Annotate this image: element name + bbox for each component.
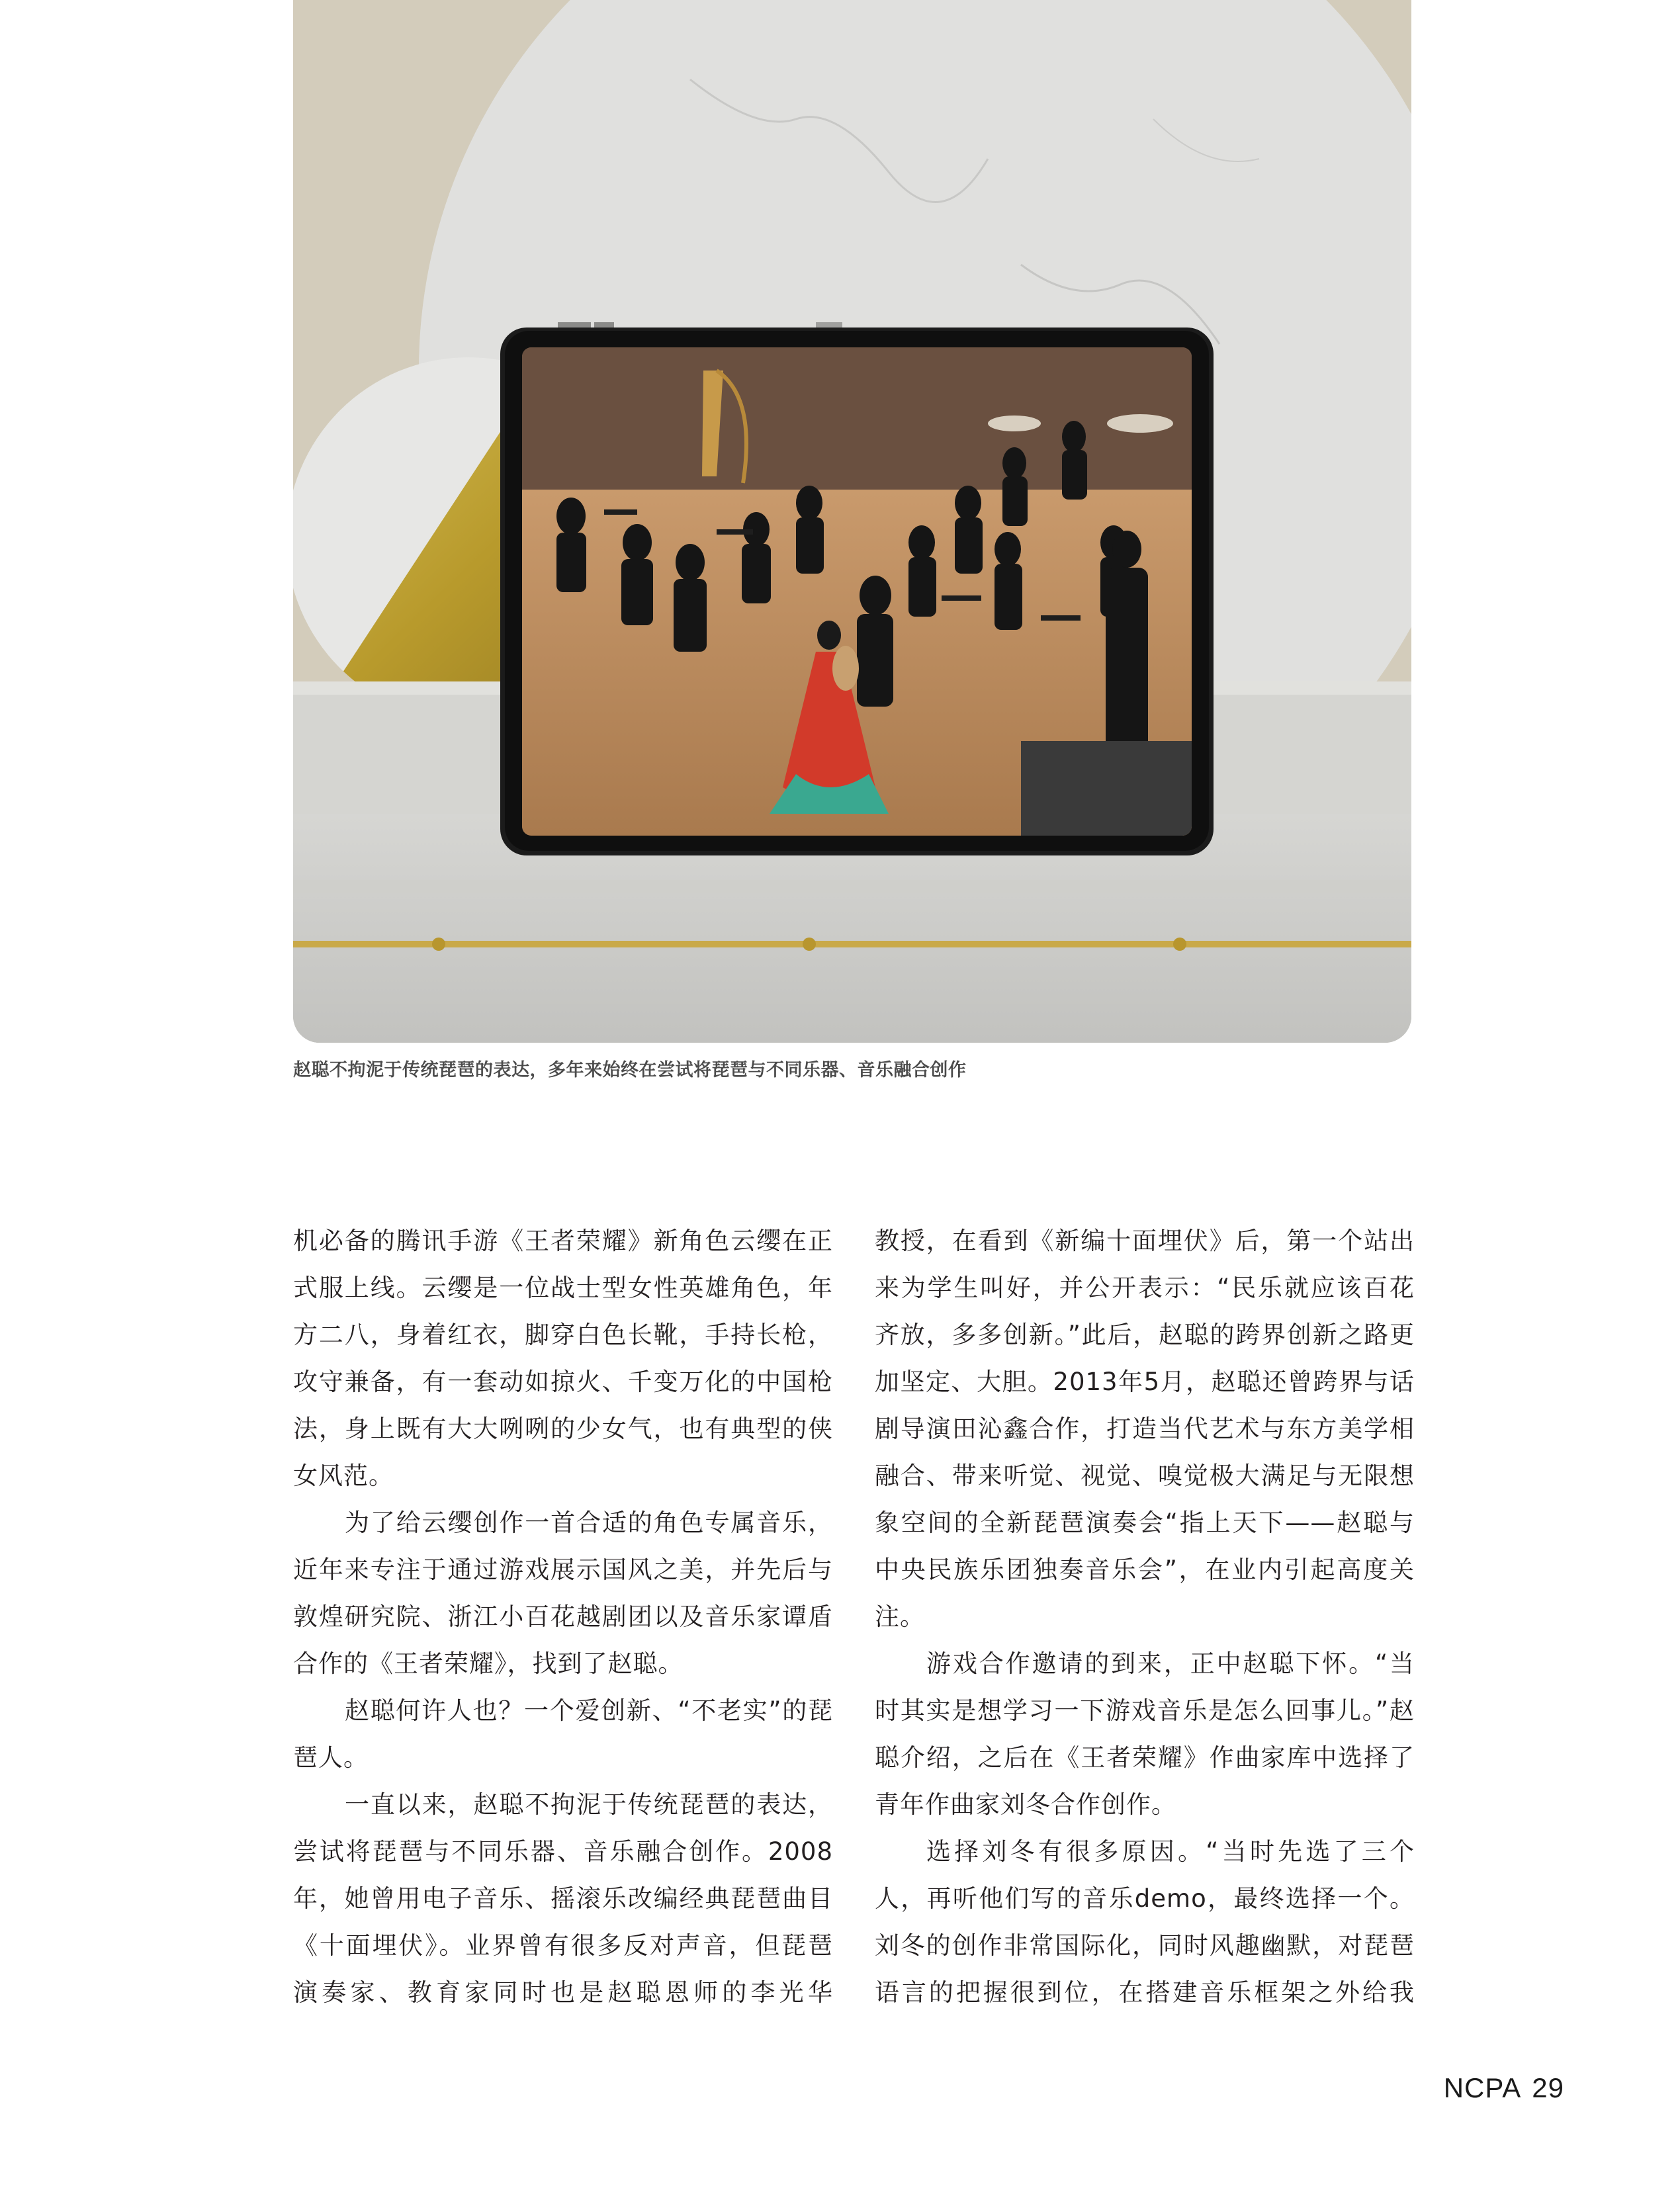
page-footer: [1444, 2072, 1564, 2104]
paragraph: 选择刘冬有很多原因。“当时先选了三个人，再听他们写的音乐demo，最终选择一个。刘冬的创作非常国际化，同时风趣幽默，对琵琶语言的把握很到位，在搭建音乐框架之外给我: [875, 1837, 1415, 2007]
paragraph: 为了给云缨创作一首合适的角色专属音乐，近年来专注于通过游戏展示国风之美，并先后与敦煌研究院、浙江小百花越剧团以及音乐家谭盾合作的《王者荣耀》，找到了赵聪。: [293, 1509, 833, 1678]
page-number: 29: [1532, 2072, 1564, 2103]
paragraph: 游戏合作邀请的到来，正中赵聪下怀。“当时其实是想学习一下游戏音乐是怎么回事儿。”赵聪介绍，之后在《王者荣耀》作曲家库中选择了青年作曲家刘冬合作创作。: [875, 1649, 1415, 1819]
paragraph: 一直以来，赵聪不拘泥于传统琵琶的表达，尝试将琵琶与不同乐器、音乐融合创作。2008年，她曾用电子音乐、摇滚乐改编经典琵琶曲目《十面埋伏》。业界曾有很多反对声音，但琵琶演奏家、教育家同时也是赵聪恩师的李光华: [293, 1790, 833, 2007]
paragraph: 教授，在看到《新编十面埋伏》后，第一个站出来为学生叫好，并公开表示：“民乐就应该百花齐放，多多创新。”此后，赵聪的跨界创新之路更加坚定、大胆。2013年5月，赵聪还曾跨界与话剧导演田沁鑫合作，打造当代艺术与东方美学相融合、带来听觉、视觉、嗅觉极大满足与无限想象空间的全新琵琶演奏会“指上天下——赵聪与中央民族乐团独奏音乐会”，在业内引起高度关注。: [875, 1227, 1415, 1631]
magazine-name: NCPA: [1443, 2072, 1522, 2103]
paragraph: 机必备的腾讯手游《王者荣耀》新角色云缨在正式服上线。云缨是一位战士型女性英雄角色，年方二八，身着红衣，脚穿白色长靴，手持长枪，攻守兼备，有一套动如掠火、千变万化的中国枪法，身上既有大大咧咧的少女气，也有典型的侠女风范。: [293, 1227, 833, 1490]
article-column-right: [875, 1217, 1415, 2016]
orchestra-tablet-photo-icon: [293, 0, 1411, 1043]
photo-caption: 赵聪不拘泥于传统琵琶的表达，多年来始终在尝试将琵琶与不同乐器、音乐融合创作: [293, 1060, 967, 1080]
article-column-left: [293, 1217, 833, 2016]
paragraph: 赵聪何许人也？一个爱创新、“不老实”的琵琶人。: [293, 1696, 833, 1772]
feature-photo: [293, 0, 1411, 1043]
